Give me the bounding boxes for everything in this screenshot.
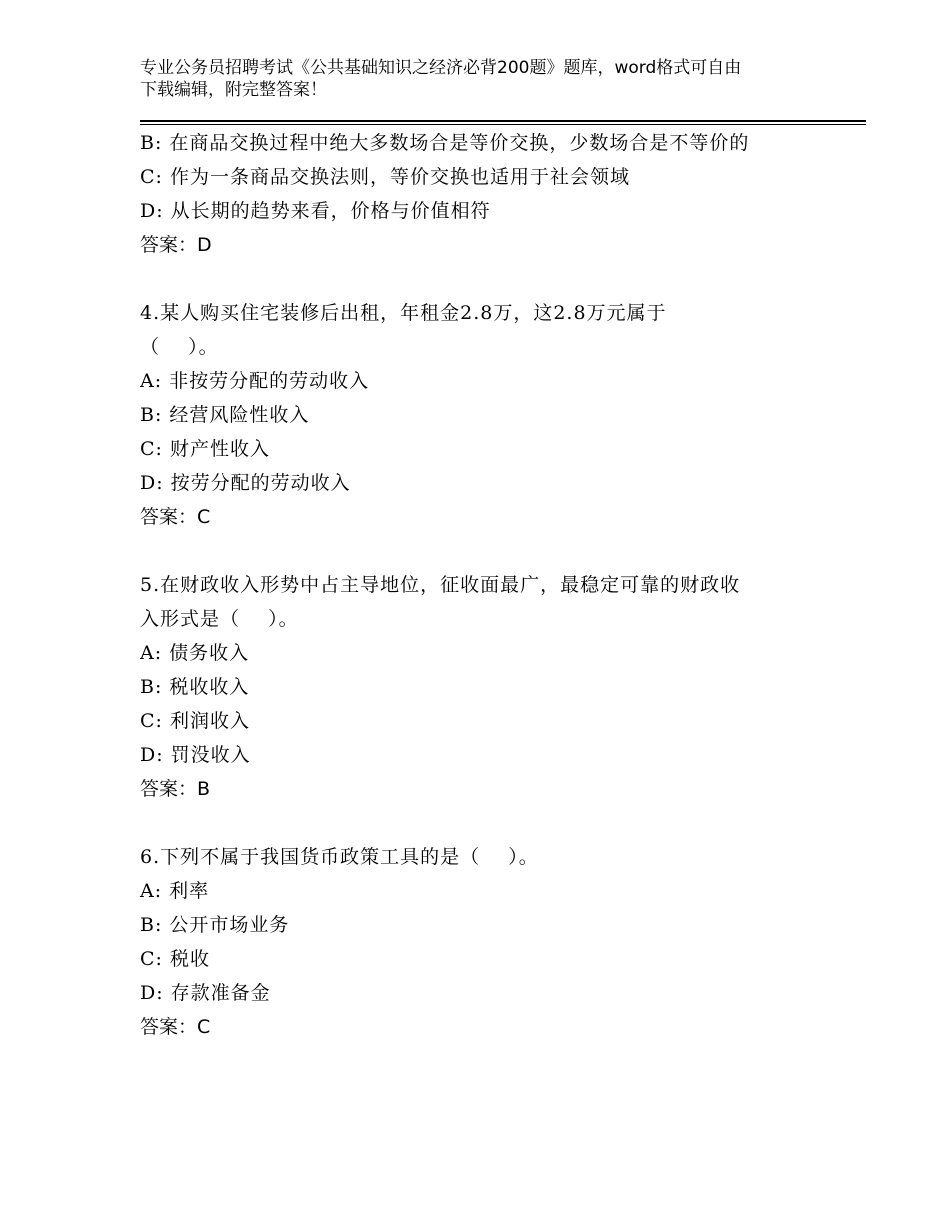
- option-b: B: 公开市场业务: [140, 914, 290, 936]
- question-stem-continued: 入形式是（ ）。: [140, 608, 299, 630]
- option-d: D: 按劳分配的劳动收入: [140, 472, 351, 494]
- option-b: B: 在商品交换过程中绝大多数场合是等价交换，少数场合是不等价的: [140, 132, 750, 154]
- question-stem-continued: （ ）。: [140, 336, 219, 358]
- question-list: [140, 126, 820, 1044]
- option-c: C: 作为一条商品交换法则，等价交换也适用于社会领域: [140, 166, 630, 188]
- question-stem: 5.在财政收入形势中占主导地位，征收面最广，最稳定可靠的财政收: [140, 574, 741, 596]
- option-c: C: 税收: [140, 948, 210, 970]
- question-5: [140, 568, 820, 806]
- question-6: [140, 840, 820, 1044]
- question-stem: 6.下列不属于我国货币政策工具的是（ ）。: [140, 846, 539, 868]
- question-3: [140, 126, 820, 262]
- answer: 答案：C: [140, 1016, 211, 1038]
- option-d: D: 存款准备金: [140, 982, 271, 1004]
- answer: 答案：B: [140, 778, 211, 800]
- option-c: C: 财产性收入: [140, 438, 270, 460]
- option-b: B: 税收收入: [140, 676, 250, 698]
- header-divider-thick: [140, 120, 866, 122]
- option-c: C: 利润收入: [140, 710, 250, 732]
- spacer: [140, 262, 820, 296]
- header-line-2: 下载编辑，附完整答案！: [140, 80, 327, 100]
- question-4: [140, 296, 820, 534]
- option-d: D: 从长期的趋势来看，价格与价值相符: [140, 200, 491, 222]
- option-a: A: 利率: [140, 880, 210, 902]
- option-a: A: 债务收入: [140, 642, 250, 664]
- header-divider-thin: [140, 124, 866, 125]
- option-b: B: 经营风险性收入: [140, 404, 310, 426]
- answer: 答案：D: [140, 234, 212, 256]
- spacer: [140, 534, 820, 568]
- document-header: [140, 57, 820, 101]
- header-line-1: 专业公务员招聘考试《公共基础知识之经济必背200题》题库，word格式可自由: [140, 58, 742, 78]
- option-d: D: 罚没收入: [140, 744, 251, 766]
- option-a: A: 非按劳分配的劳动收入: [140, 370, 370, 392]
- answer: 答案：C: [140, 506, 211, 528]
- question-stem: 4.某人购买住宅装修后出租，年租金2.8万，这2.8万元属于: [140, 302, 667, 324]
- spacer: [140, 806, 820, 840]
